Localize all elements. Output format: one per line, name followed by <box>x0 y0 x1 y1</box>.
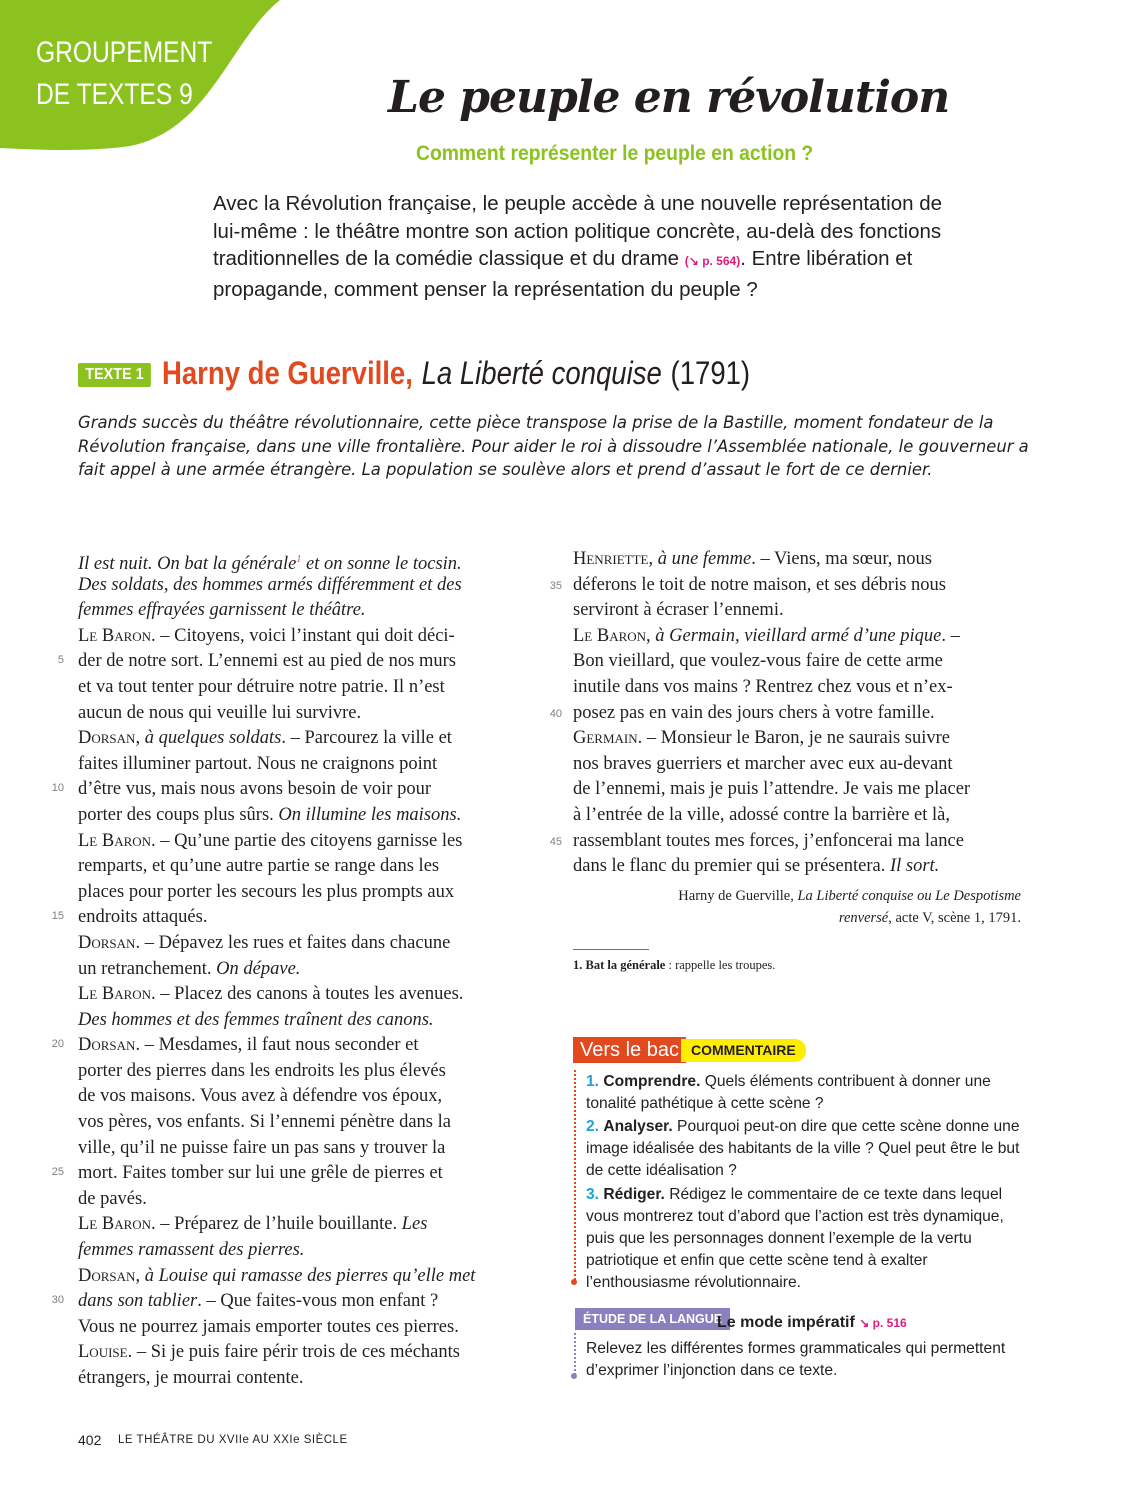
text-line: un retranchement. On dépave. <box>78 958 301 979</box>
text-line: et va tout tenter pour détruire notre patrie. Il n’est <box>78 676 445 697</box>
page-ref-text: p. 564 <box>702 254 737 268</box>
text-line: ville, qu’il ne puisse faire un pas sans y trouver la <box>78 1137 446 1158</box>
citation-author: Harny de Guerville, <box>678 888 798 904</box>
text-line: de vos maisons. Vous avez à défendre vos époux, <box>78 1086 443 1107</box>
text-line: vos pères, vos enfants. Si l’ennemi pénètre dans la <box>78 1112 451 1133</box>
line-number: 30 <box>51 1294 64 1306</box>
text-line: Le Baron. – Qu’une partie des citoyens garnisse les <box>78 830 463 851</box>
footnote <box>573 958 775 973</box>
line-number: 45 <box>549 836 562 848</box>
text-line: de pavés. <box>78 1188 147 1209</box>
text-line: porter des coups plus sûrs. On illumine les maisons. <box>78 804 462 825</box>
text-line: dans le flanc du premier qui se présentera. Il sort. <box>573 856 940 877</box>
text-line: inutile dans vos mains ? Rentrez chez vous et n’ex- <box>573 676 953 697</box>
groupement-label-1: GROUPEMENT <box>36 36 213 69</box>
text-line: Germain. – Monsieur le Baron, je ne saurais suivre <box>573 728 951 749</box>
text-year: (1791) <box>670 355 751 391</box>
citation-work-1: La Liberté conquise ou Le Despotisme <box>797 888 1021 904</box>
line-number: 15 <box>51 910 64 922</box>
line-number: 40 <box>549 708 562 720</box>
text-author: Harny de Guerville, <box>162 355 413 391</box>
etude-rule <box>574 1333 576 1375</box>
text-line: der de notre sort. L’ennemi est au pied de nos murs <box>78 651 456 672</box>
text-line: Henriette, à une femme. – Viens, ma sœur, nous <box>573 549 932 569</box>
page-subtitle: Comment représenter le peuple en action ? <box>416 142 814 165</box>
groupement-label-2: DE TEXTES 9 <box>36 78 193 111</box>
text-column-left <box>78 547 475 1392</box>
text-line: faites illuminer partout. Nous ne craignons point <box>78 753 438 774</box>
bac-tag: Vers le bac <box>573 1037 686 1063</box>
footnote-text: : rappelle les troupes. <box>665 958 776 972</box>
text-line: Le Baron. – Citoyens, voici l’instant qui doit déci- <box>78 625 455 646</box>
text-line: Dorsan, à quelques soldats. – Parcourez la ville et <box>78 728 452 749</box>
line-number: 25 <box>51 1166 64 1178</box>
text-presentation: Grands succès du théâtre révolutionnaire, cette pièce transpose la prise de la Bastille, moment fondateur de la Révolution française, dans une ville frontalière. Pour aider le roi à dissoudre l’Assemblée nationale, le gouverneur a fait appel à une armée étrangère. La population se soulève alors et prend d’assaut le fort de ce dernier. <box>78 413 1029 479</box>
source-citation <box>573 885 1021 929</box>
text-line: étrangers, je mourrai contente. <box>78 1368 304 1388</box>
text-line: aucun de nous qui veuille lui survivre. <box>78 702 362 723</box>
text-line: posez pas en vain des jours chers à votre famille. <box>573 702 935 723</box>
text-line: Vous ne pourrez jamais emporter toutes ces pierres. <box>78 1316 459 1337</box>
line-number: 20 <box>51 1038 64 1050</box>
text-line: Dorsan. – Dépavez les rues et faites dans chacune <box>78 932 451 953</box>
line-number: 10 <box>51 782 64 794</box>
text-line: Il est nuit. On bat la générale$^1$ et on sonne le tocsin. <box>78 554 462 575</box>
commentaire-tag: COMMENTAIRE <box>681 1039 806 1062</box>
text-line: serviront à écraser l’ennemi. <box>573 600 784 621</box>
text-line: mort. Faites tomber sur lui une grêle de pierres et <box>78 1163 443 1184</box>
citation-work-2: renversé <box>838 910 889 926</box>
text-line: femmes ramassent des pierres. <box>78 1240 305 1261</box>
text-line: femmes effrayées garnissent le théâtre. <box>78 600 366 621</box>
questions-rule-dot <box>571 1279 577 1285</box>
text-line: Dorsan. – Mesdames, il faut nous seconder et <box>78 1035 419 1056</box>
text-line: à l’entrée de la ville, adossé contre la barrière et là, <box>573 804 950 825</box>
etude-langue-tag: ÉTUDE DE LA LANGUE <box>575 1308 730 1330</box>
text-line: nos braves guerriers et marcher avec eux au-devant <box>573 753 953 774</box>
text-heading <box>162 354 750 392</box>
intro-text-1: Avec la Révolution française, le peuple accède à une nouvelle représentation de lui-même : le théâtre montre son action politique concrète, au-delà des fonctions traditionnelles de la comédie classique et du drame <box>213 192 943 270</box>
text-line: places pour porter les secours les plus prompts aux <box>78 881 455 902</box>
corner-banner <box>0 0 290 150</box>
etude-rule-dot <box>571 1373 577 1379</box>
etude-title <box>717 1314 907 1332</box>
text-line: Le Baron, à Germain, vieillard armé d’une pique. – <box>573 625 960 646</box>
page-title: Le peuple en révolution <box>388 72 950 123</box>
text-line: Dorsan, à Louise qui ramasse des pierres qu’elle met <box>78 1265 476 1286</box>
text-line: Bon vieillard, que voulez-vous faire de cette arme <box>573 651 943 672</box>
page-ref-link[interactable]: (↘ p. 564) <box>684 254 741 268</box>
text-work: La Liberté conquise <box>421 355 662 391</box>
etude-text: Relevez les différentes formes grammaticales qui permettent d’exprimer l’injonction dans ce texte. <box>586 1340 1006 1379</box>
text-line: Le Baron. – Placez des canons à toutes les avenues. <box>78 984 464 1005</box>
text-line: remparts, et qu’une autre partie se range dans les <box>78 856 440 877</box>
footnote-divider <box>573 949 649 950</box>
text-line: de l’ennemi, mais je puis l’attendre. Je vais me placer <box>573 779 971 800</box>
text-line: porter des pierres dans les endroits les plus élevés <box>78 1060 446 1081</box>
text-line: Le Baron. – Préparez de l’huile bouillante. Les <box>78 1214 428 1235</box>
text-line: d’être vus, mais nous avons besoin de voir pour <box>78 779 431 800</box>
etude-title-text: Le mode impératif <box>717 1314 855 1331</box>
text-line: Des hommes et des femmes traînent des canons. <box>78 1009 434 1030</box>
text-column-right <box>573 547 970 880</box>
text-line: dans son tablier. – Que faites-vous mon enfant ? <box>78 1291 439 1312</box>
text-line: rassemblant toutes mes forces, j’enfoncerai ma lance <box>573 830 964 851</box>
etude-page-ref[interactable]: ↘ p. 516 <box>859 1316 907 1330</box>
text-line: Des soldats, des hommes armés différemment et des <box>78 574 462 595</box>
line-number: 5 <box>57 654 64 666</box>
page-number: 402 <box>78 1432 102 1448</box>
arrow-icon: ↘ <box>859 1316 870 1330</box>
footnote-ref[interactable]: 1 <box>296 554 302 565</box>
question-2: 2. Analyser. Pourquoi peut-on dire que cette scène donne une image idéalisée des habitants de la ville ? Quel peut être le but de cette idéalisation ? <box>586 1118 1020 1179</box>
line-number: 35 <box>549 580 562 592</box>
intro-paragraph <box>213 190 973 303</box>
questions-rule <box>574 1070 576 1280</box>
running-header: LE THÉÂTRE DU XVIIe AU XXIe SIÈCLE <box>118 1434 348 1446</box>
intro-text-2: . Entre libération et propagande, comment penser la représentation du peuple ? <box>213 247 913 301</box>
footnote-label: 1. Bat la générale <box>573 958 666 972</box>
text-line: Louise. – Si je puis faire périr trois de ces méchants <box>78 1342 460 1363</box>
question-1: 1. Comprendre. Quels éléments contribuent à donner une tonalité pathétique à cette scène ? <box>586 1073 991 1112</box>
text-line: déferons le toit de notre maison, et ses débris nous <box>573 574 946 595</box>
question-3: 3. Rédiger. Rédigez le commentaire de ce texte dans lequel vous montrerez tout d’abord que l’action est très dynamique, puis que les personnages donnent l’exemple de la vertu patriotique et enfin que cette scène tend à exalter l’enthousiasme révolutionnaire. <box>586 1186 1004 1291</box>
texte-badge: TEXTE 1 <box>78 363 151 387</box>
arrow-icon: ↘ <box>688 254 699 268</box>
text-line: endroits attaqués. <box>78 907 208 928</box>
citation-rest: , acte V, scène 1, 1791. <box>888 910 1021 926</box>
